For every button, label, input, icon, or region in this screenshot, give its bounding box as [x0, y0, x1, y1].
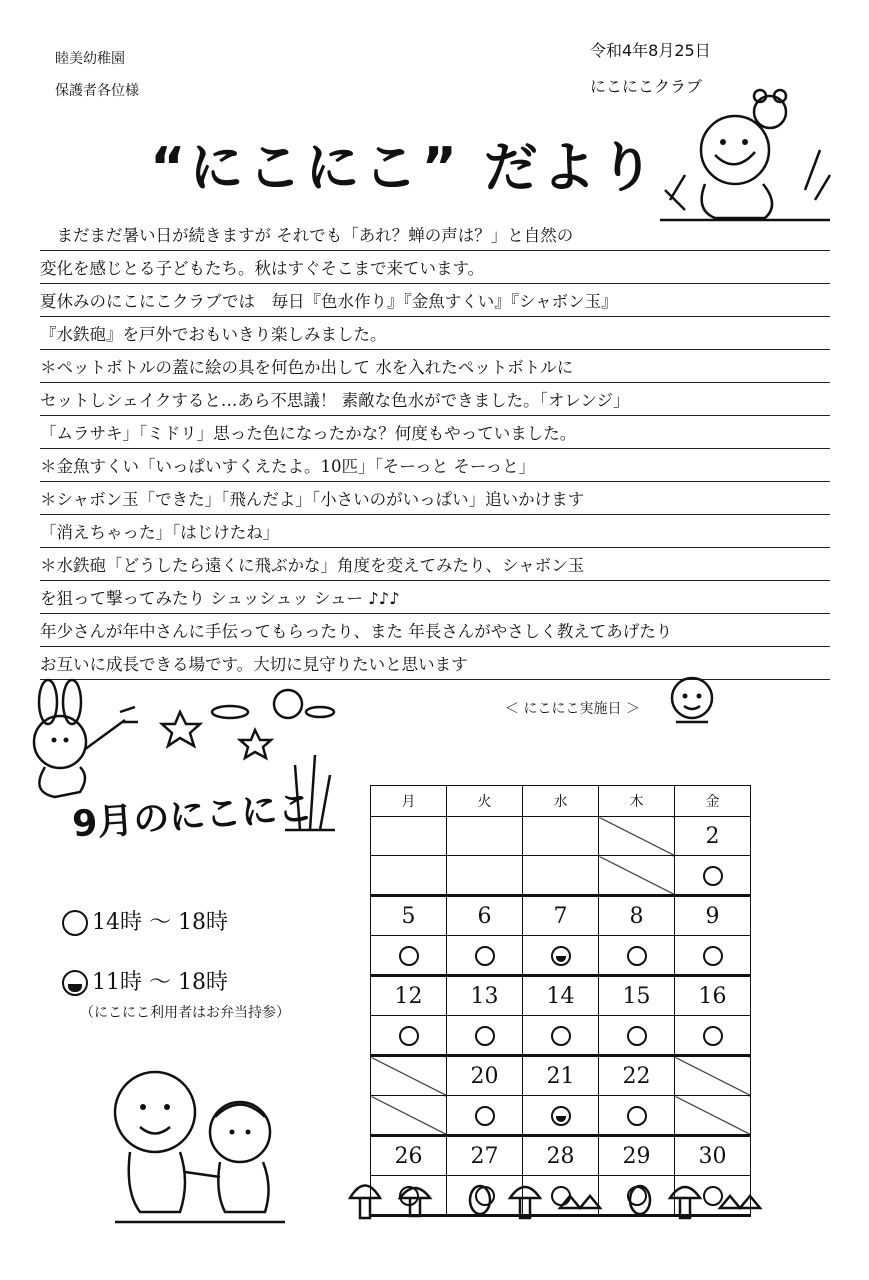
calendar-date: 14 — [523, 976, 599, 1016]
school-name: 睦美幼稚園 — [55, 51, 125, 67]
circle-icon — [399, 1026, 419, 1046]
calendar-mark — [599, 1016, 675, 1056]
calendar-mark — [371, 936, 447, 976]
calendar-date: 12 — [371, 976, 447, 1016]
letter-line: 「消えちゃった」「はじけたね」 — [40, 519, 830, 548]
recipients: 保護者各位様 — [55, 83, 139, 99]
calendar-date: 13 — [447, 976, 523, 1016]
calendar-mark — [599, 856, 675, 896]
legend-circle — [62, 905, 228, 936]
circle-icon — [703, 866, 723, 886]
calendar-date: 8 — [599, 896, 675, 936]
calendar-date: 28 — [523, 1136, 599, 1176]
rice-ball-icon — [551, 1106, 571, 1126]
circle-icon — [627, 1106, 647, 1126]
calendar-date: 21 — [523, 1056, 599, 1096]
children-holding-hands-illustration — [95, 1062, 295, 1232]
calendar-date: 6 — [447, 896, 523, 936]
letter-line: 『水鉄砲』を戸外でおもいきり楽しみました。 — [40, 321, 830, 350]
schedule-calendar — [370, 785, 751, 1217]
calendar-mark — [599, 1096, 675, 1136]
legend-circle-text: 14時 〜 18時 — [92, 910, 228, 935]
child-with-squirrel-illustration — [655, 80, 835, 230]
letter-line: ＊シャボン玉「できた」「飛んだよ」「小さいのがいっぱい」追いかけます — [40, 486, 830, 515]
legend-rice-text: 11時 〜 18時 — [92, 970, 228, 995]
calendar-mark — [523, 856, 599, 896]
calendar-date: 2 — [675, 817, 751, 856]
letter-line: 「ムラサキ」「ミドリ」思った色になったかな？何度もやっていました。 — [40, 420, 830, 449]
letter-line: ＊ペットボトルの蓋に絵の具を何色か出して 水を入れたペットボトルに — [40, 354, 830, 383]
circle-icon — [703, 1026, 723, 1046]
calendar-mark — [371, 1096, 447, 1136]
club-name: にこにこクラブ — [590, 77, 703, 96]
calendar-mark — [447, 1096, 523, 1136]
calendar-mark — [523, 936, 599, 976]
calendar-date: 20 — [447, 1056, 523, 1096]
circle-icon — [703, 946, 723, 966]
calendar-mark — [599, 936, 675, 976]
calendar-mark — [523, 1016, 599, 1056]
mushroom-acorn-border — [340, 1168, 780, 1228]
circle-icon — [475, 946, 495, 966]
month-title: 9月のにこにこ — [71, 787, 315, 846]
newsletter-title: “にこにこ” だより — [150, 136, 658, 199]
circle-icon — [627, 1026, 647, 1046]
small-face-illustration — [662, 672, 722, 728]
calendar-date: 7 — [523, 896, 599, 936]
calendar-mark — [447, 1016, 523, 1056]
legend-rice — [62, 965, 228, 996]
circle-icon — [399, 946, 419, 966]
calendar-date: 29 — [599, 1136, 675, 1176]
calendar-date: 27 — [447, 1136, 523, 1176]
calendar-mark — [371, 1016, 447, 1056]
calendar-mark — [523, 1096, 599, 1136]
calendar-date: 16 — [675, 976, 751, 1016]
calendar-date — [675, 1056, 751, 1096]
calendar-mark — [447, 936, 523, 976]
circle-icon — [551, 1026, 571, 1046]
calendar-mark — [675, 1016, 751, 1056]
calendar-mark — [447, 856, 523, 896]
calendar-date: 15 — [599, 976, 675, 1016]
circle-icon — [627, 946, 647, 966]
day-header: 木 — [599, 786, 675, 817]
calendar-mark — [675, 936, 751, 976]
calendar-date: 9 — [675, 896, 751, 936]
calendar-date — [371, 817, 447, 856]
calendar-date — [523, 817, 599, 856]
rice-ball-icon — [551, 946, 571, 966]
letter-line: 夏休みのにこにこクラブでは 毎日『色水作り』『金魚すくい』『シャボン玉』 — [40, 288, 830, 317]
circle-icon — [62, 910, 88, 936]
schedule-heading: ＜ にこにこ実施日 ＞ — [505, 701, 640, 717]
calendar-date — [371, 1056, 447, 1096]
calendar-date — [447, 817, 523, 856]
calendar-date — [599, 817, 675, 856]
day-header: 火 — [447, 786, 523, 817]
calendar-date: 30 — [675, 1136, 751, 1176]
letter-line: 年少さんが年中さんに手伝ってもらったり、また 年長さんがやさしく教えてあげたり — [40, 618, 830, 647]
calendar-date: 22 — [599, 1056, 675, 1096]
calendar-mark — [371, 856, 447, 896]
letter-line: セットしシェイクすると…あら不思議！ 素敵な色水ができました。「オレンジ」 — [40, 387, 830, 416]
rice-ball-icon — [62, 970, 88, 996]
calendar-mark — [675, 856, 751, 896]
letter-line: お互いに成長できる場です。大切に見守りたいと思います — [40, 651, 830, 680]
circle-icon — [475, 1106, 495, 1126]
calendar-mark — [675, 1096, 751, 1136]
day-header: 水 — [523, 786, 599, 817]
legend-note: （にこにこ利用者はお弁当持参） — [80, 1005, 290, 1021]
letter-line: まだまだ暑い日が続きますが それでも「あれ？蝉の声は？」と自然の — [40, 222, 830, 251]
circle-icon — [475, 1026, 495, 1046]
calendar-date: 5 — [371, 896, 447, 936]
issue-date: 令和4年8月25日 — [590, 41, 711, 60]
grass-icon — [280, 745, 340, 835]
letter-line: 変化を感じとる子どもたち。秋はすぐそこまで来ています。 — [40, 255, 830, 284]
letter-line: ＊水鉄砲「どうしたら遠くに飛ぶかな」角度を変えてみたり、シャボン玉 — [40, 552, 830, 581]
letter-line: ＊金魚すくい「いっぱいすくえたよ。10匹」「そーっと そーっと」 — [40, 453, 830, 482]
day-header: 月 — [371, 786, 447, 817]
calendar-date: 26 — [371, 1136, 447, 1176]
day-header: 金 — [675, 786, 751, 817]
letter-line: を狙って撃ってみたり シュッシュッ シュー ♪♪♪ — [40, 585, 830, 614]
